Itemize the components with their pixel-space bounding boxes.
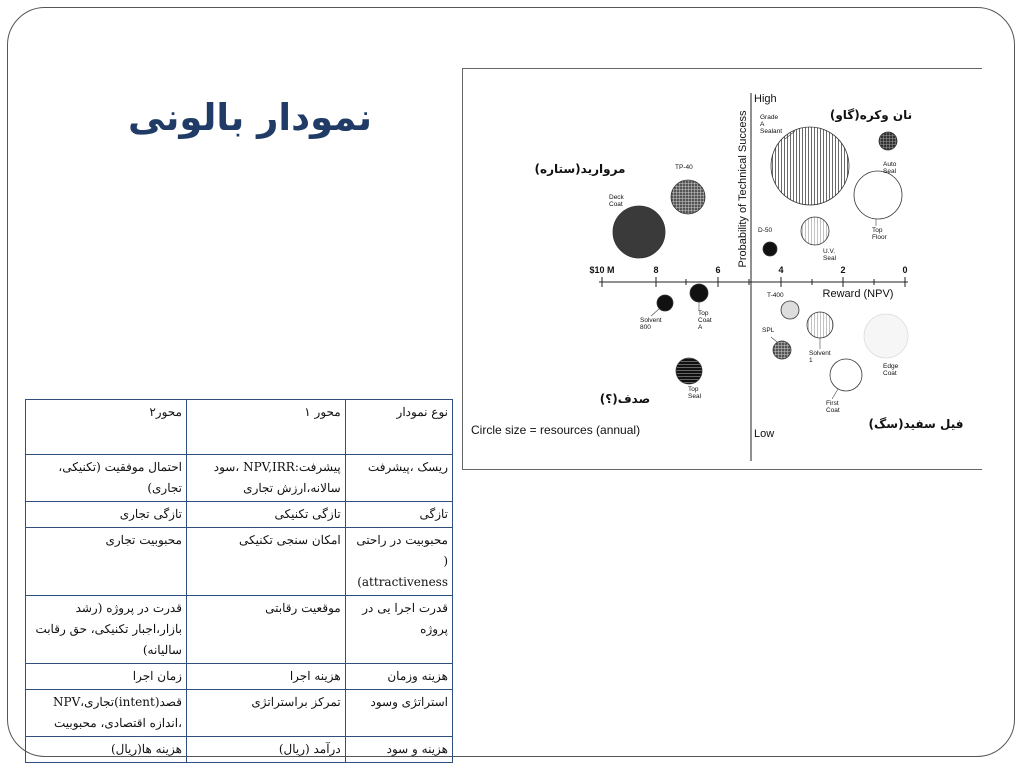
bubble xyxy=(781,301,799,319)
cell-axis-1: پیشرفت:NPV,IRR ،سود سالانه،ارزش تجاری xyxy=(186,455,345,502)
bubble xyxy=(864,314,908,358)
bubble-group xyxy=(613,127,908,391)
bubble xyxy=(771,127,849,205)
cell-axis-1: هزینه اجرا xyxy=(186,664,345,690)
bubble xyxy=(879,132,897,150)
header-chart-type: نوع نمودار xyxy=(345,400,452,455)
header-axis-2: محور۲ xyxy=(26,400,187,455)
cell-chart-type: تازگی xyxy=(345,502,452,528)
quadrant-top-right: نان وکره(گاو) xyxy=(829,108,913,122)
bubble-leader-line xyxy=(832,389,838,399)
bubble-label: Auto Seal xyxy=(883,161,897,175)
bubble xyxy=(830,359,862,391)
bubble-label: SPL xyxy=(762,327,775,334)
bubble xyxy=(854,171,902,219)
bubble xyxy=(657,295,673,311)
cell-axis-2: قدرت در پروژه (رشد بازار،اجبار تکنیکی، حق رقابت سالیانه) xyxy=(26,596,187,664)
cell-axis-1: امکان سنجی تکنیکی xyxy=(186,528,345,596)
cell-axis-1: تمرکز براستراتژی xyxy=(186,690,345,737)
cell-axis-2: هزینه ها(ریال) xyxy=(26,737,187,763)
cell-chart-type: هزینه وزمان xyxy=(345,664,452,690)
chart-types-table xyxy=(25,399,453,763)
table-row xyxy=(26,596,453,664)
table-row xyxy=(26,528,453,596)
quadrant-bottom-left: صدف(؟) xyxy=(599,392,651,406)
bubble-chart xyxy=(462,68,982,470)
table-row xyxy=(26,502,453,528)
bubble xyxy=(613,206,665,258)
x-tick-label: 4 xyxy=(778,265,784,275)
bubble-label: Solvent 800 xyxy=(640,317,662,331)
cell-chart-type: استراتژی وسود xyxy=(345,690,452,737)
table-row xyxy=(26,455,453,502)
bubble xyxy=(773,341,791,359)
table-row xyxy=(26,664,453,690)
bubble-label: T-400 xyxy=(767,292,784,299)
cell-chart-type: قدرت اجرا یی در پروژه xyxy=(345,596,452,664)
bubble-label: Edge Coat xyxy=(883,363,899,377)
bubble xyxy=(763,242,777,256)
header-axis-1: محور ۱ xyxy=(186,400,345,455)
bubble-label: Top Coat A xyxy=(698,310,712,331)
bubble-label: D-50 xyxy=(758,227,773,234)
bubble xyxy=(671,180,705,214)
x-tick-label: 2 xyxy=(840,265,846,275)
x-tick-label: 6 xyxy=(715,265,721,275)
bubble-label: Solvent 1 xyxy=(809,350,831,364)
cell-axis-2: احتمال موفقیت (تکنیکی، تجاری) xyxy=(26,455,187,502)
x-tick-label: $10 M xyxy=(589,265,615,275)
cell-axis-2: تازگی تجاری xyxy=(26,502,187,528)
bubble-label: Deck Coat xyxy=(609,194,624,208)
bubble xyxy=(690,284,708,302)
bubble-label: Top Seal xyxy=(688,386,702,400)
cell-axis-1: درآمد (ریال) xyxy=(186,737,345,763)
cell-chart-type: محبوبیت در راحتی ( attractiveness) xyxy=(345,528,452,596)
cell-axis-2: محبوبیت تجاری xyxy=(26,528,187,596)
y-axis-high-label: High xyxy=(754,93,777,105)
x-axis-label: Reward (NPV) xyxy=(822,288,894,300)
bubble xyxy=(676,358,702,384)
bubble xyxy=(807,312,833,338)
x-tick-label: 0 xyxy=(902,265,908,275)
bubble-leader-line xyxy=(771,337,777,342)
quadrant-top-left: مروارید(ستاره) xyxy=(534,162,626,176)
bubble-leader-line xyxy=(651,309,659,316)
cell-axis-2: زمان اجرا xyxy=(26,664,187,690)
bubble-label: U.V. Seal xyxy=(823,248,837,262)
quadrant-bottom-right: فیل سفید(سگ) xyxy=(868,417,964,431)
table-row xyxy=(26,690,453,737)
cell-axis-2: قصد(intent)تجاری،NPV ،اندازه اقتصادی، محبوبیت xyxy=(26,690,187,737)
table-row xyxy=(26,737,453,763)
cell-axis-1: تازگی تکنیکی xyxy=(186,502,345,528)
cell-chart-type: ریسک ،پیشرفت xyxy=(345,455,452,502)
table-header-row xyxy=(26,400,453,455)
bubble-label: First Coat xyxy=(826,400,840,414)
x-tick-label: 8 xyxy=(653,265,659,275)
bubble-label: Grade A Sealant xyxy=(760,114,783,135)
bubble-chart-svg xyxy=(463,69,983,471)
y-axis-low-label: Low xyxy=(754,428,775,440)
footnote-text: Circle size = resources (annual) xyxy=(471,423,641,437)
bubble xyxy=(801,217,829,245)
page-title: نمودار بالونی xyxy=(128,96,372,139)
cell-axis-1: موقعیت رقابتی xyxy=(186,596,345,664)
y-axis-label: Probability of Technical Success xyxy=(737,110,749,268)
cell-chart-type: هزینه و سود xyxy=(345,737,452,763)
bubble-label: TP-40 xyxy=(675,164,693,171)
bubble-label: Top Floor xyxy=(872,227,887,241)
